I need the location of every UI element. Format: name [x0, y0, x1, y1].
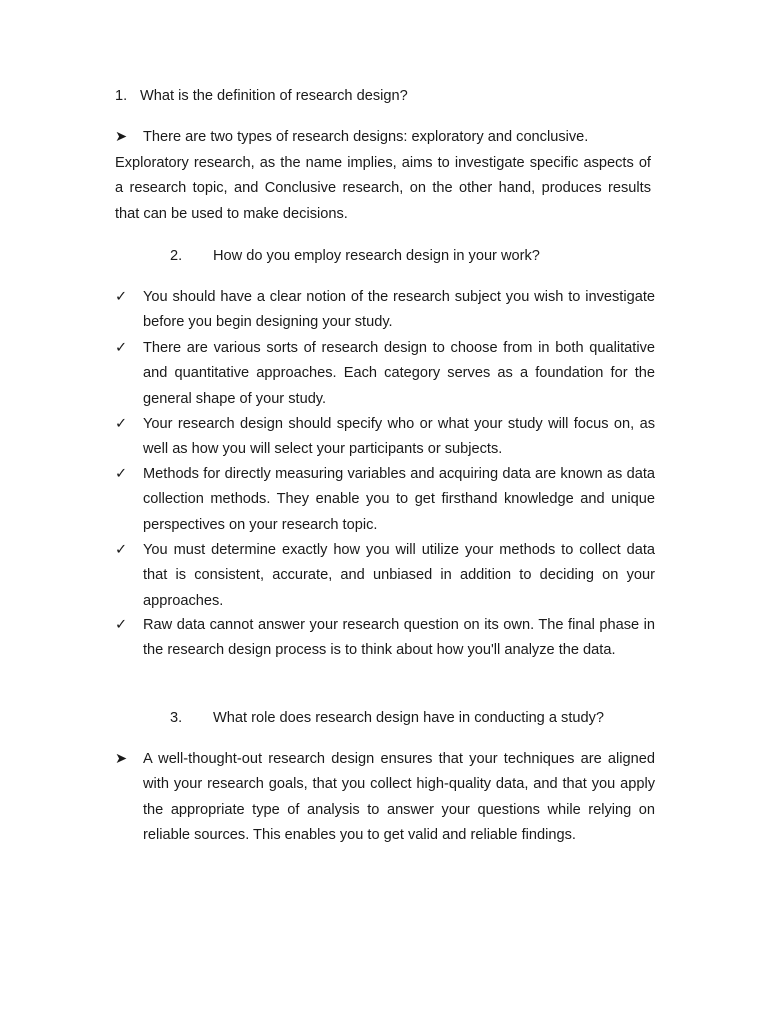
check-bullet-item: [115, 462, 655, 538]
checkmark-icon: ✓: [115, 340, 128, 356]
question-1: [115, 86, 408, 106]
arrow-bullet-item: [115, 125, 655, 150]
question-number: 3.: [170, 710, 183, 726]
checkmark-icon: ✓: [115, 617, 128, 633]
question-3: [170, 708, 604, 728]
bullet-text: Methods for directly measuring variables and acquiring data are known as data collection methods. They enable you to get firsthand knowledge and unique perspectives on your research topic.: [143, 466, 655, 533]
arrow-bullet-icon: ➤: [115, 751, 128, 767]
question-text: How do you employ research design in your work?: [213, 248, 540, 264]
check-bullet-item: [115, 613, 655, 664]
question-text: What role does research design have in conducting a study?: [213, 710, 605, 726]
checkmark-icon: ✓: [115, 542, 128, 558]
bullet-text: You should have a clear notion of the research subject you wish to investigate before you begin designing your study.: [143, 289, 655, 331]
question-number: 1.: [115, 88, 128, 104]
question-2: [170, 246, 540, 266]
arrow-bullet-icon: ➤: [115, 129, 128, 145]
check-bullet-item: [115, 538, 655, 614]
question-number: 2.: [170, 248, 183, 264]
checkmark-icon: ✓: [115, 416, 128, 432]
checkmark-icon: ✓: [115, 289, 128, 305]
bullet-text: There are various sorts of research design to choose from in both qualitative and quantitative approaches. Each category serves as a foundation for the general shape of your study.: [143, 340, 655, 407]
check-bullet-item: [115, 412, 655, 463]
bullet-text: Your research design should specify who or what your study will focus on, as well as how you will select your participants or subjects.: [143, 416, 655, 458]
checkmark-icon: ✓: [115, 466, 128, 482]
bullet-text: You must determine exactly how you will utilize your methods to collect data that is consistent, accurate, and unbiased in addition to deciding on your approaches.: [143, 542, 655, 609]
arrow-bullet-item: [115, 747, 655, 848]
check-bullet-item: [115, 336, 655, 412]
bullet-text: There are two types of research designs: exploratory and conclusive.: [143, 129, 589, 145]
bullet-text: A well-thought-out research design ensures that your techniques are aligned with your research goals, that you collect high-quality data, and that you apply the appropriate type of analysis to answer your questions while relying on reliable sources. This enables you to get valid and reliable findings.: [143, 751, 655, 843]
question-text: What is the definition of research design?: [140, 88, 408, 104]
body-paragraph: Exploratory research, as the name implies, aims to investigate specific aspects of a research topic, and Conclusive research, on the other hand, produces results that can be used to make decisions.: [115, 155, 651, 222]
bullet-text: Raw data cannot answer your research question on its own. The final phase in the research design process is to think about how you'll analyze the data.: [143, 617, 655, 659]
check-bullet-item: [115, 285, 655, 336]
